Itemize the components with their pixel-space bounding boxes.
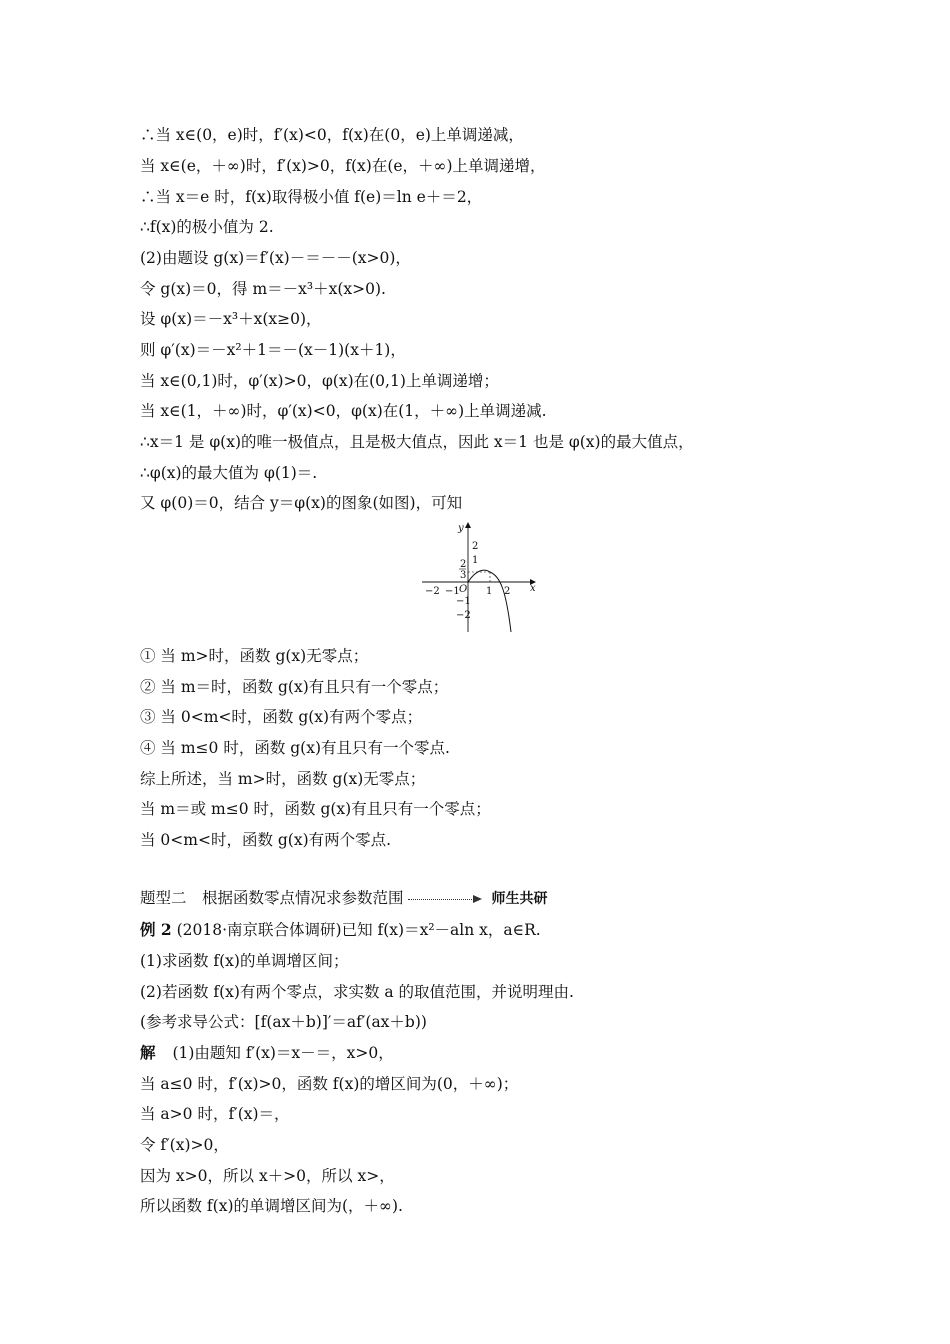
text-line: 当 0<m<时，函数 g(x)有两个零点. [140, 831, 392, 849]
text-line: 令 g(x)＝0，得 m＝－x³＋x(x>0). [140, 280, 386, 298]
x-axis-label: x [530, 583, 536, 594]
phi-curve [468, 570, 511, 632]
section-heading [140, 887, 548, 910]
x-tick-label: 2 [504, 586, 511, 597]
text-line: 当 m＝或 m≤0 时，函数 g(x)有且只有一个零点； [140, 800, 491, 818]
text-line: ∴当 x＝e 时，f(x)取得极小值 f(e)＝ln e＋＝2， [140, 188, 483, 206]
text-line: ∴φ(x)的最大值为 φ(1)＝. [140, 464, 318, 482]
max-value-denominator: 3 [460, 570, 467, 581]
text-line: ③ 当 0<m<时，函数 g(x)有两个零点； [140, 708, 423, 726]
text-line: ∴f(x)的极小值为 2. [140, 218, 274, 236]
text-line: ② 当 m＝时，函数 g(x)有且只有一个零点； [140, 678, 449, 696]
y-tick-label: 2 [472, 541, 479, 552]
text-line: 当 x∈(e，＋∞)时，f′(x)>0，f(x)在(e，＋∞)上单调递增， [140, 157, 546, 175]
x-tick-label: 1 [486, 586, 493, 597]
solution-text: (1)由题知 f′(x)＝x－＝，x>0， [172, 1044, 394, 1062]
solution-first-line [140, 1042, 840, 1064]
section-title: 题型二 根据函数零点情况求参数范围 [140, 889, 404, 907]
solution-label: 解 [140, 1043, 156, 1062]
text-line: 因为 x>0，所以 x＋>0，所以 x>， [140, 1167, 395, 1185]
text-line: 当 a>0 时，f′(x)＝， [140, 1105, 290, 1123]
text-line: 所以函数 f(x)的单调增区间为(，＋∞). [140, 1197, 403, 1215]
section-tag: 师生共研 [491, 891, 548, 907]
y-axis-label: y [458, 523, 464, 534]
text-line: ① 当 m>时，函数 g(x)无零点； [140, 647, 369, 665]
text-line: ∴x＝1 是 φ(x)的唯一极值点，且是极大值点，因此 x＝1 也是 φ(x)的最大值点， [140, 433, 694, 451]
example-statement: (2018·南京联合体调研)已知 f(x)＝x²－aln x，a∈R. [176, 921, 541, 939]
text-line: (2)由题设 g(x)＝f′(x)－＝－－(x>0)， [140, 249, 411, 267]
max-value-numerator: 2 [460, 559, 467, 570]
text-line: 令 f′(x)>0， [140, 1136, 229, 1154]
example-statement-line [140, 919, 840, 941]
text-line: 当 a≤0 时，f′(x)>0，函数 f(x)的增区间为(0，＋∞)； [140, 1075, 519, 1093]
origin-label: O [459, 584, 468, 595]
y-axis-arrow [465, 522, 471, 528]
arrow-icon [408, 894, 482, 904]
text-line: 设 φ(x)＝－x³＋x(x≥0)， [140, 310, 322, 328]
text-line: 综上所述，当 m>时，函数 g(x)无零点； [140, 770, 426, 788]
x-tick-label: −2 [425, 586, 440, 597]
text-line: 则 φ′(x)＝－x²＋1＝－(x－1)(x＋1)， [140, 341, 406, 359]
text-line: (参考求导公式：[f(ax＋b)]′＝af′(ax＋b)) [140, 1013, 427, 1031]
text-line: ④ 当 m≤0 时，函数 g(x)有且只有一个零点. [140, 739, 450, 757]
phi-graph-figure [418, 520, 538, 635]
y-tick-label: −2 [456, 610, 471, 621]
example-label: 例 2 [140, 920, 172, 939]
text-line: (1)求函数 f(x)的单调增区间； [140, 952, 349, 970]
y-tick-label: −1 [456, 596, 471, 607]
text-line: 当 x∈(0,1)时，φ′(x)>0，φ(x)在(0,1)上单调递增； [140, 372, 499, 390]
text-line: (2)若函数 f(x)有两个零点，求实数 a 的取值范围，并说明理由. [140, 983, 574, 1001]
text-line: 当 x∈(1，＋∞)时，φ′(x)<0，φ(x)在(1，＋∞)上单调递减. [140, 402, 547, 420]
text-line: ∴当 x∈(0，e)时，f′(x)<0，f(x)在(0，e)上单调递减， [140, 126, 524, 144]
text-line: 又 φ(0)＝0，结合 y＝φ(x)的图象(如图)，可知 [140, 494, 463, 512]
x-tick-label: −1 [445, 586, 460, 597]
y-tick-label: 1 [472, 555, 479, 566]
